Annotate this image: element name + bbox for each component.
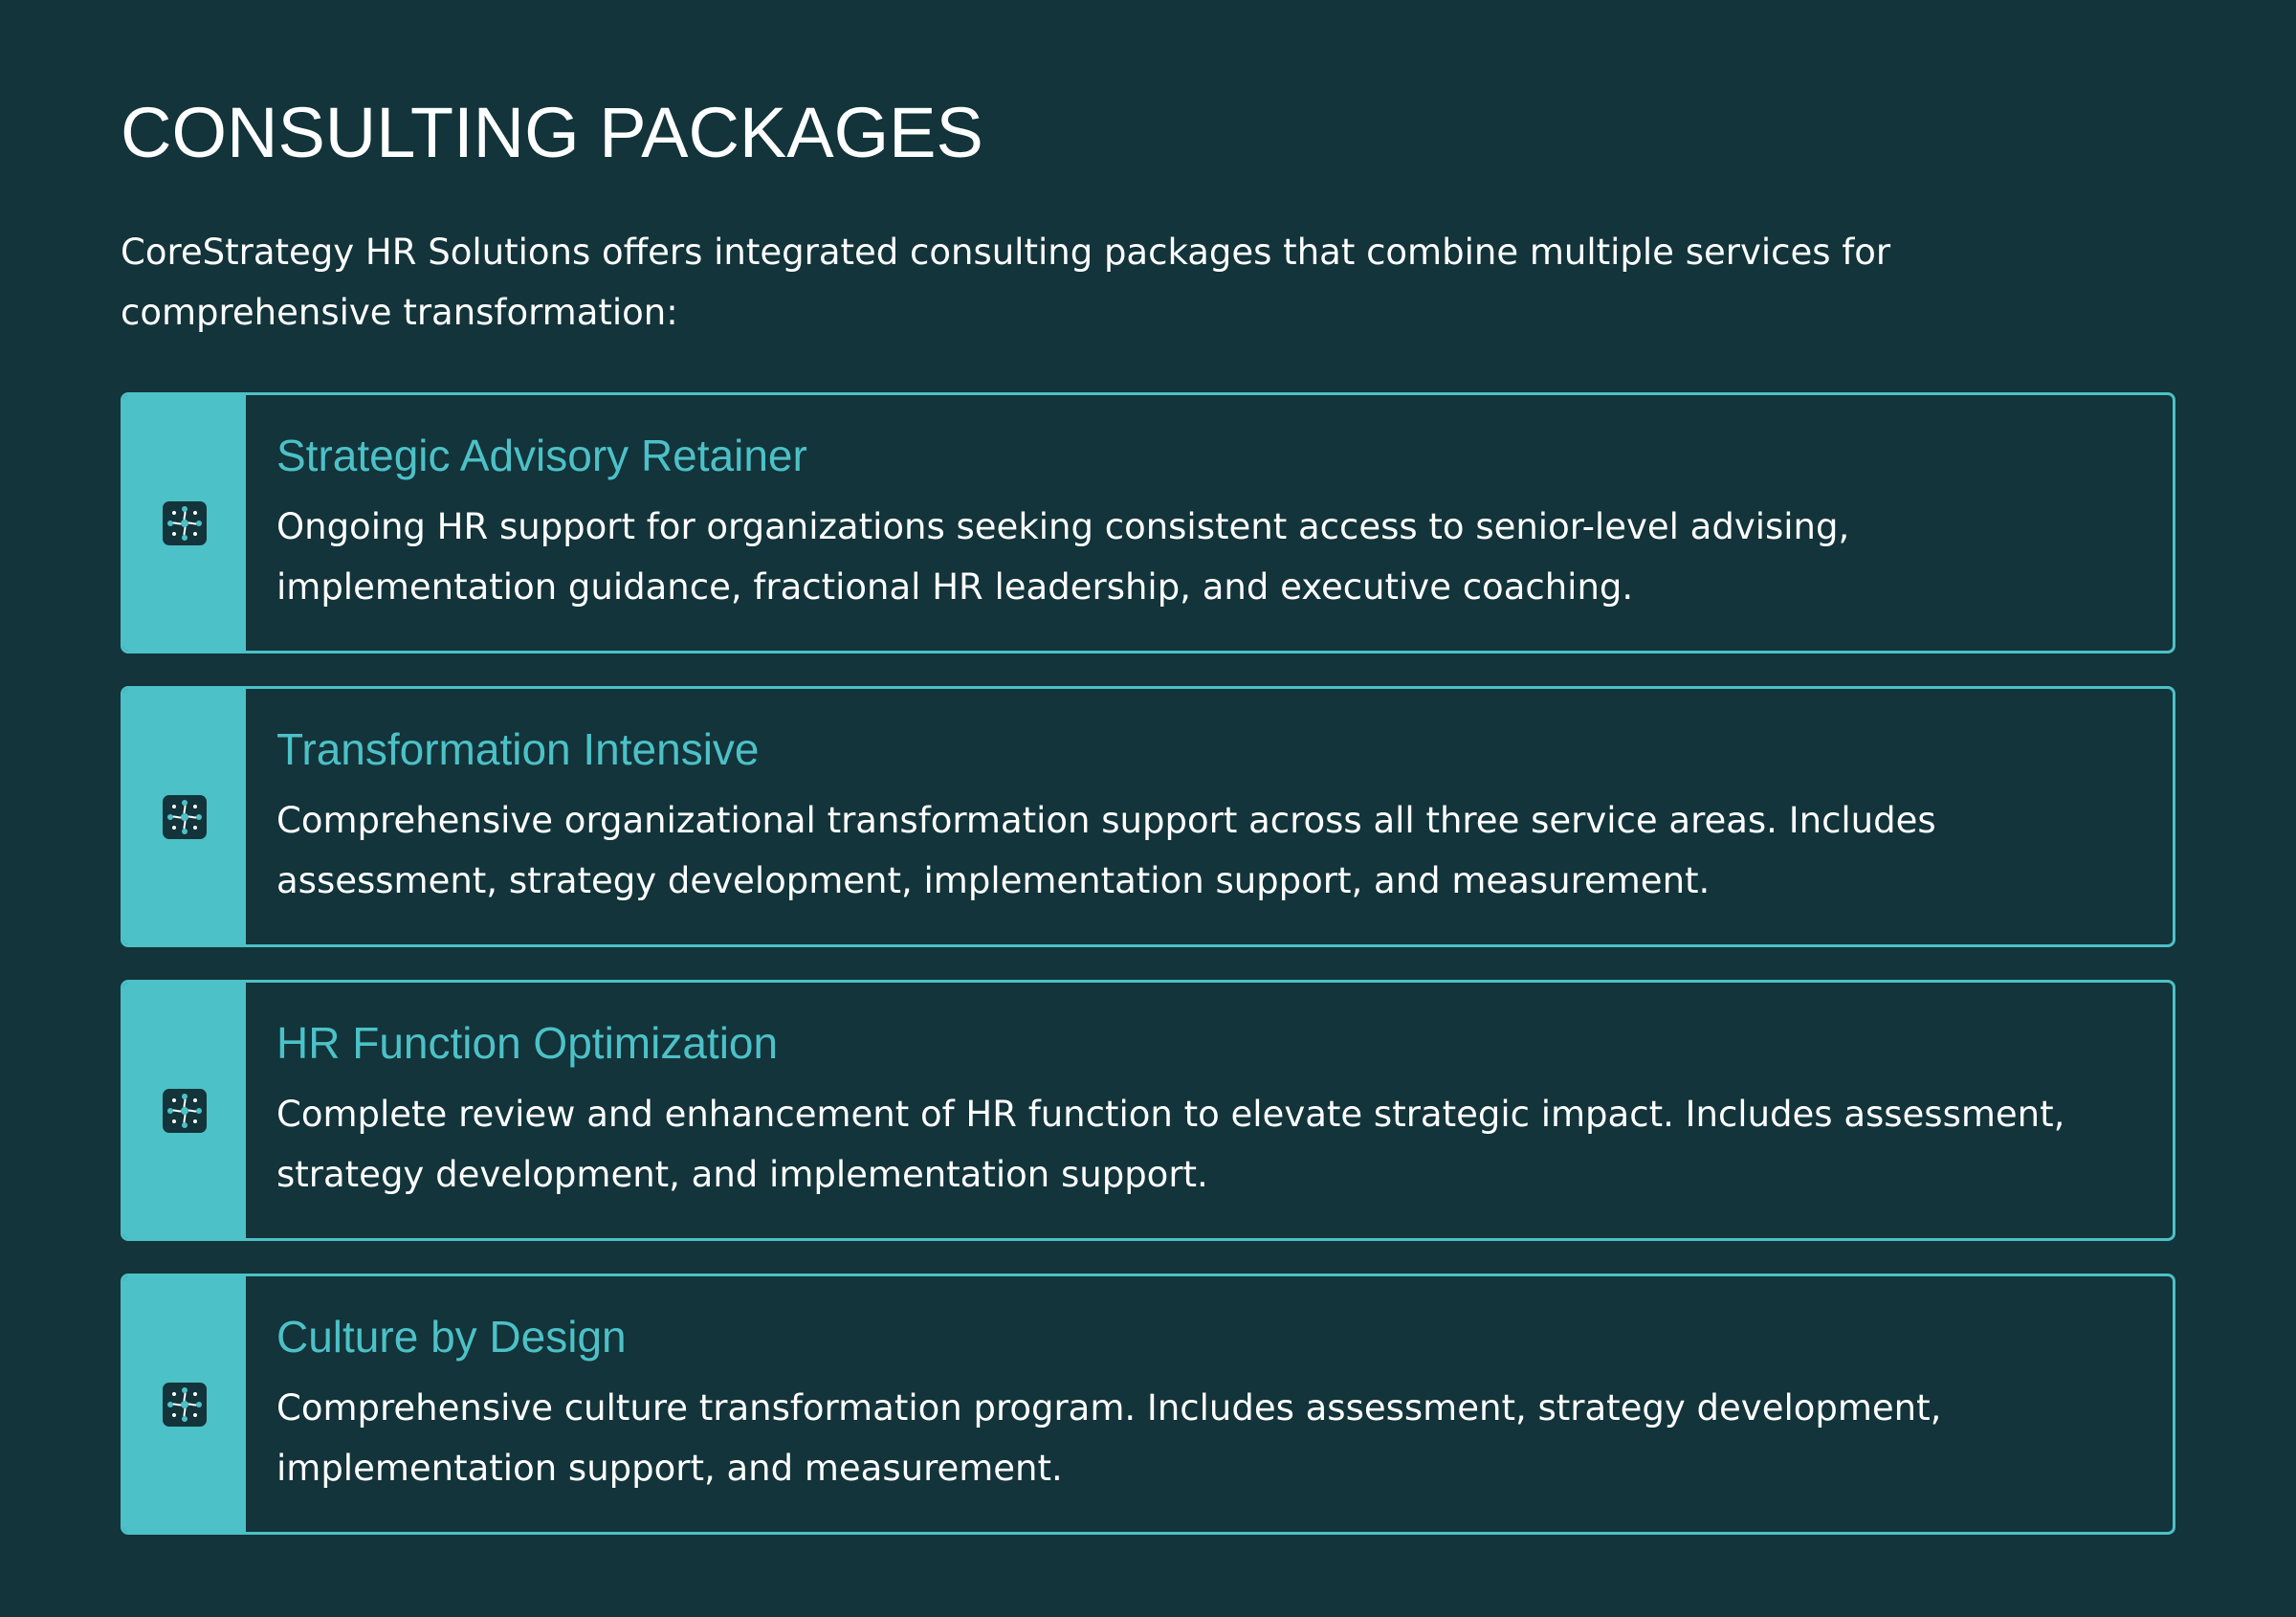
package-card-accent bbox=[123, 395, 246, 651]
package-card-transformation-intensive bbox=[121, 686, 2175, 947]
package-description: Ongoing HR support for organizations seeking consistent access to senior-level advising, implementation guidance, fractional HR leadership, and executive coaching. bbox=[276, 506, 1850, 608]
package-card-culture-by-design bbox=[121, 1274, 2175, 1535]
package-card-hr-function-optimization bbox=[121, 980, 2175, 1241]
package-card-accent bbox=[123, 689, 246, 944]
network-hub-icon bbox=[162, 1088, 208, 1134]
package-description: Complete review and enhancement of HR function to elevate strategic impact. Includes assessment, strategy development, and implementation support. bbox=[276, 1094, 2065, 1195]
package-card-accent bbox=[123, 1276, 246, 1532]
package-list bbox=[121, 392, 2175, 1567]
page-title: CONSULTING PACKAGES bbox=[121, 93, 983, 172]
package-card-body bbox=[246, 689, 2173, 944]
package-card-body bbox=[246, 1276, 2173, 1532]
package-title: Culture by Design bbox=[276, 1312, 627, 1362]
package-title: Transformation Intensive bbox=[276, 724, 760, 774]
package-card-strategic-advisory-retainer bbox=[121, 392, 2175, 653]
package-description: Comprehensive organizational transformation support across all three service areas. Includes assessment, strategy development, implementation support, and measurement. bbox=[276, 800, 1936, 901]
network-hub-icon bbox=[162, 500, 208, 546]
package-title: HR Function Optimization bbox=[276, 1018, 779, 1068]
intro-text: CoreStrategy HR Solutions offers integrated consulting packages that combine multiple services for comprehensive transformation: bbox=[121, 232, 1891, 333]
network-hub-icon bbox=[162, 794, 208, 840]
package-card-accent bbox=[123, 983, 246, 1238]
network-hub-icon bbox=[162, 1382, 208, 1428]
package-card-body bbox=[246, 395, 2173, 651]
package-description: Comprehensive culture transformation program. Includes assessment, strategy development, implementation support, and measurement. bbox=[276, 1387, 1942, 1489]
package-card-body bbox=[246, 983, 2173, 1238]
package-title: Strategic Advisory Retainer bbox=[276, 431, 807, 480]
